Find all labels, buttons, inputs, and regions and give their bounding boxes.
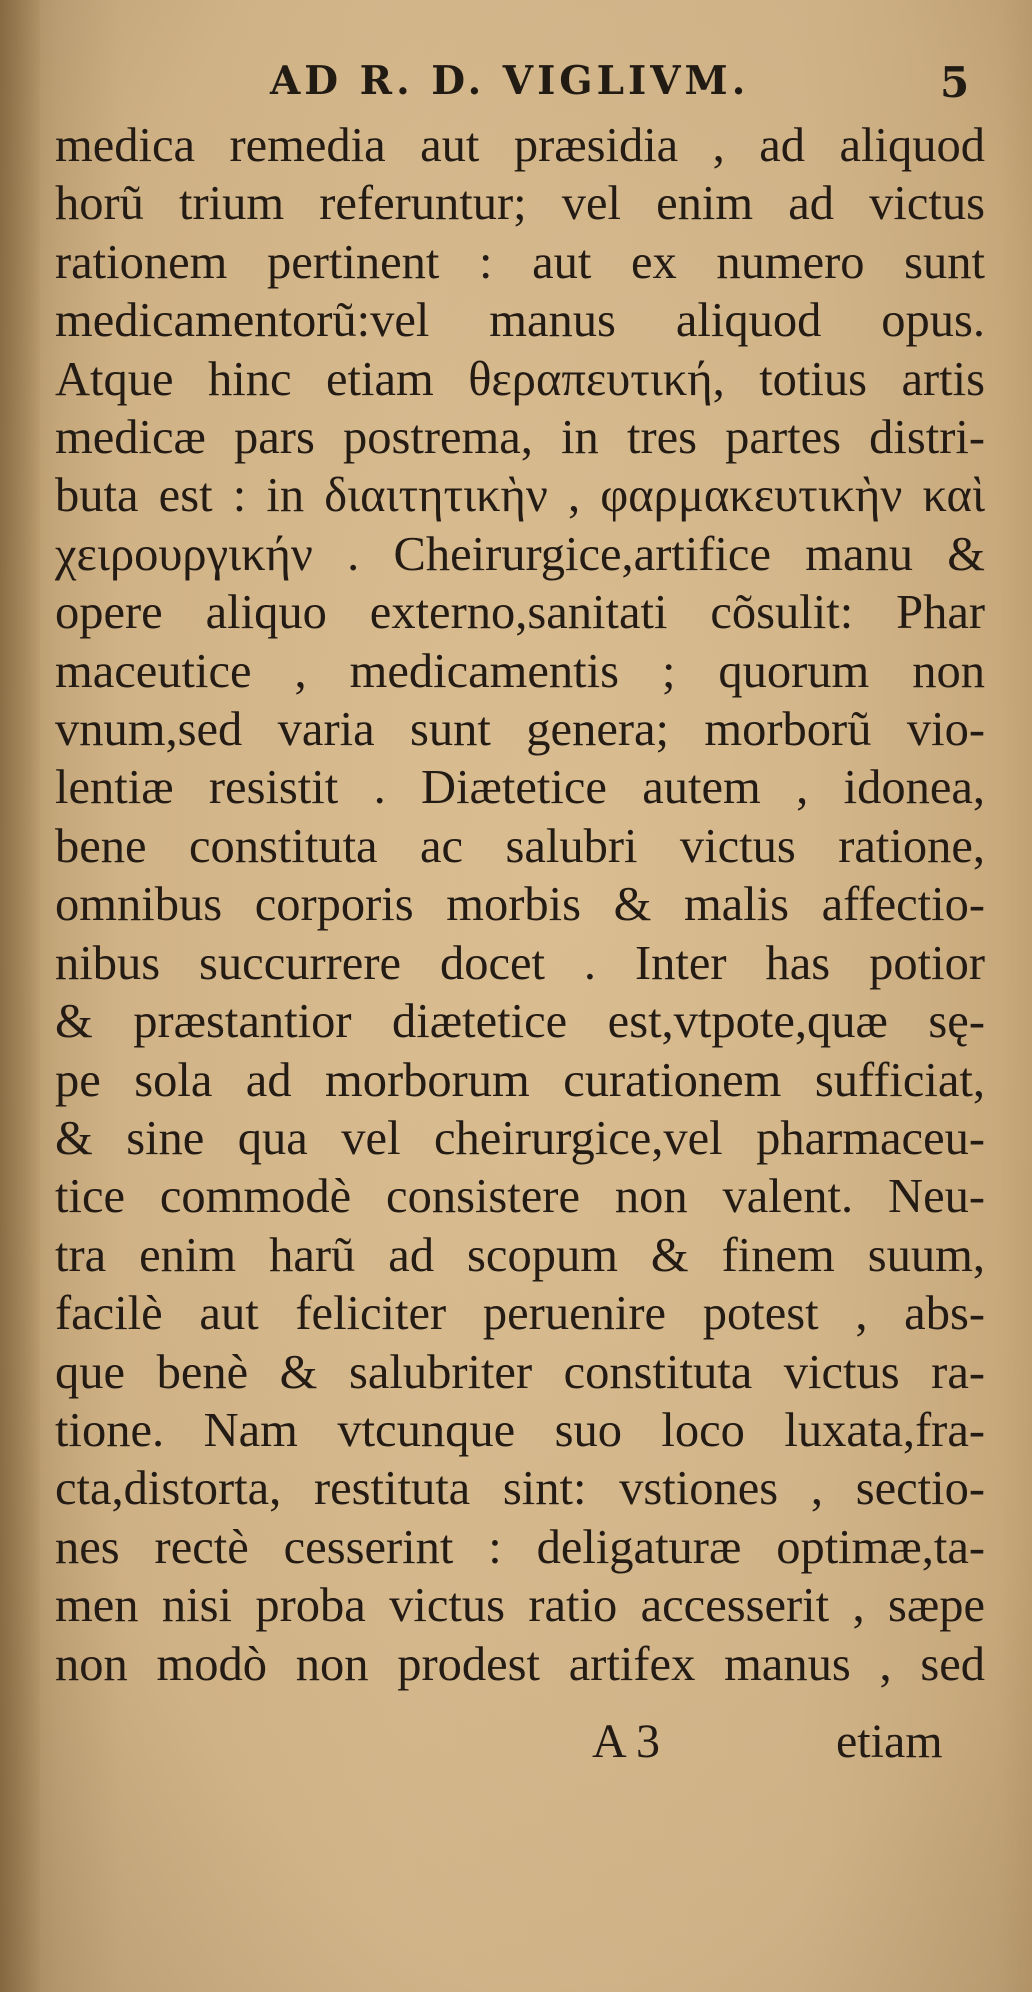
text-line-26: men nisi proba victus ratio accesserit , sæpe [55, 1579, 985, 1633]
text-line-6: medicæ pars postrema, in tres partes distri- [55, 411, 985, 465]
text-line-20: tra enim harũ ad scopum & finem suum, [55, 1228, 985, 1282]
text-line-7: buta est : in διαιτητικὴν , φαρμακευτικὴν καὶ [55, 469, 985, 523]
page-number: 5 [940, 58, 970, 107]
text-line-11: vnum,sed varia sunt genera; morborũ vio- [55, 703, 985, 757]
text-line-16: & præstantior diætetice est,vtpote,quæ sę- [55, 995, 985, 1049]
text-line-3: rationem pertinent : aut ex numero sunt [55, 235, 985, 289]
text-line-9: opere aliquo externo,sanitati cõsulit: Phar [55, 586, 985, 640]
text-line-5: Atque hinc etiam θεραπευτική, totius artis [55, 352, 985, 406]
text-line-12: lentiæ resistit . Diætetice autem , idonea, [55, 761, 985, 815]
catchword-line [0, 1714, 1032, 1774]
text-line-22: que benè & salubriter constituta victus ra- [55, 1345, 985, 1399]
body-text [55, 117, 985, 1694]
text-line-10: maceutice , medicamentis ; quorum non [55, 644, 985, 698]
text-line-15: nibus succurrere docet . Inter has potior [55, 936, 985, 990]
text-line-23: tione. Nam vtcunque suo loco luxata,fra- [55, 1403, 985, 1457]
catchword: etiam [836, 1715, 943, 1768]
text-line-27: non modò non prodest artifex manus , sed [55, 1637, 985, 1691]
text-line-25: nes rectè cesserint : deligaturæ optimæ,ta- [55, 1520, 985, 1574]
text-line-18: & sine qua vel cheirurgice,vel pharmaceu- [55, 1111, 985, 1165]
text-line-21: facilè aut feliciter peruenire potest , abs- [55, 1287, 985, 1341]
signature-mark: A 3 [592, 1715, 661, 1768]
text-line-24: cta,distorta, restituta sint: vstiones , sectio- [55, 1462, 985, 1516]
text-line-17: pe sola ad morborum curationem sufficiat, [55, 1053, 985, 1107]
text-line-1: medica remedia aut præsidia , ad aliquod [55, 119, 985, 172]
text-line-19: tice commodè consistere non valent. Neu- [55, 1170, 985, 1224]
running-head: AD R. D. VIGLIVM. [270, 58, 750, 104]
text-line-14: omnibus corporis morbis & malis affectio- [55, 878, 985, 932]
text-line-2: horũ trium referuntur; vel enim ad victus [55, 177, 985, 231]
page-gutter-shadow [0, 0, 40, 1992]
text-line-4: medicamentorũ:vel manus aliquod opus. [55, 294, 985, 348]
text-line-8: χειρουργικήν . Cheirurgice,artifice manu & [55, 527, 985, 581]
text-line-13: bene constituta ac salubri victus ratione, [55, 819, 985, 873]
